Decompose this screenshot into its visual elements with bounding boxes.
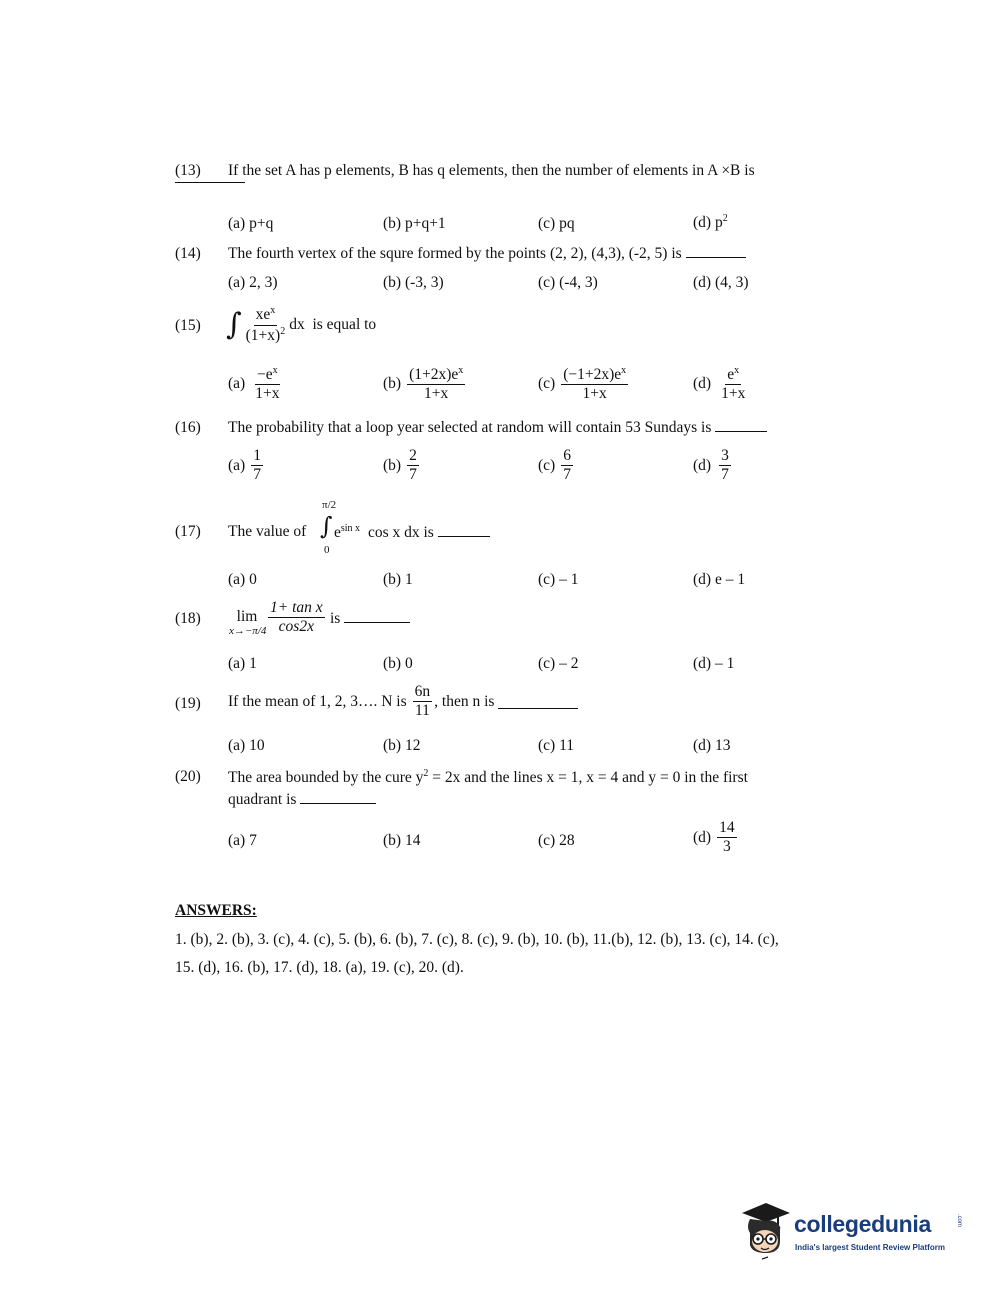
answers-heading: ANSWERS:	[175, 902, 257, 919]
question-15-number: (15)	[175, 317, 201, 334]
option-c: (c) 11	[538, 737, 575, 754]
question-19-text: If the mean of 1, 2, 3…. N is $\frac{6n}{11}$ , then n is	[228, 684, 578, 720]
question-16-text: The probability that a loop year selected at random will contain 53 Sundays is	[228, 419, 767, 437]
option-d: (d) – 1	[693, 655, 735, 672]
limit-operator: lim x→−π/4	[229, 608, 267, 637]
integrand-fraction: $\frac{xe^x}{(1+x)^2}$	[245, 305, 286, 344]
option-b: (b) 1	[383, 571, 413, 588]
option-d: (d) $\frac{e^x}{1+x}$	[693, 365, 746, 403]
question-18-number: (18)	[175, 610, 201, 627]
question-20-text: The area bounded by the cure $y^2 = 2x$ and the lines x = 1, x = 4 and y = 0 in the first	[228, 768, 748, 787]
answer-blank	[438, 536, 490, 537]
option-b: (b) p+q+1	[383, 215, 446, 232]
question-14-text: The fourth vertex of the squre formed by the points (2, 2), (4,3), (-2, 5) is	[228, 245, 746, 263]
mascot-icon	[736, 1197, 792, 1261]
question-15-stem: ∫ $\frac{xe^x}{(1+x)^2}$ dx is equal to	[226, 305, 377, 344]
question-14-number: (14)	[175, 245, 201, 262]
collegedunia-logo	[736, 1197, 966, 1265]
option-b: (b) $\frac{(1+2x)e^x}{1+x}$	[383, 365, 464, 403]
logo-tagline: India's largest Student Review Platform	[795, 1243, 945, 1252]
option-a: (a) 2, 3)	[228, 274, 278, 291]
answer-blank	[498, 708, 578, 709]
option-b: (b) 12	[383, 737, 421, 754]
question-13-text: If the set A has p elements, B has q elements, then the number of elements in A ×B is	[228, 162, 755, 179]
upper-limit: π/2	[322, 499, 337, 511]
question-20-text-line2: quadrant is	[228, 791, 376, 809]
option-a: (a) p+q	[228, 215, 274, 232]
option-c: (c) $\frac{6}{7}$	[538, 447, 571, 484]
answer-blank	[175, 182, 245, 183]
option-b: (b) 14	[383, 832, 421, 849]
option-a: (a) $\frac{1}{7}$	[228, 447, 261, 484]
option-a: (a) 7	[228, 832, 257, 849]
option-c: (c) 28	[538, 832, 575, 849]
logo-suffix: .com	[956, 1214, 962, 1228]
option-a: (a) $\frac{-e^x}{1+x}$	[228, 365, 280, 403]
answer-blank	[715, 431, 767, 432]
question-19-number: (19)	[175, 695, 201, 712]
option-d: (d) $\frac{3}{7}$	[693, 447, 729, 484]
option-c: (c) $\frac{(-1+2x)e^x}{1+x}$	[538, 365, 627, 403]
option-d: (d) (4, 3)	[693, 274, 749, 291]
question-17-pre: The value of	[228, 523, 307, 540]
option-d: (d) e – 1	[693, 571, 746, 588]
option-d: (d) $\frac{14}{3}$	[693, 819, 735, 856]
option-a: (a) 0	[228, 571, 257, 588]
question-17-number: (17)	[175, 523, 201, 540]
question-20-number: (20)	[175, 768, 201, 785]
integral-sign: ∫	[226, 307, 242, 342]
option-b: (b) $\frac{2}{7}$	[383, 447, 417, 484]
limit-fraction: $\frac{\text{1+ tan x}}{\cos 2x}$	[270, 599, 323, 636]
lower-limit: 0	[324, 544, 330, 556]
option-c: (c) – 1	[538, 571, 579, 588]
question-17-integrand: $e^{sin x}$ cos x dx is	[334, 523, 490, 542]
integral-sign: ∫	[320, 512, 333, 540]
answer-blank	[344, 622, 410, 623]
option-c: (c) (-4, 3)	[538, 274, 598, 291]
option-b: (b) (-3, 3)	[383, 274, 444, 291]
option-c: (c) – 2	[538, 655, 579, 672]
answer-blank	[300, 803, 376, 804]
question-18-tail: is	[330, 610, 410, 628]
option-a: (a) 10	[228, 737, 265, 754]
option-a: (a) 1	[228, 655, 257, 672]
answers-line-2: 15. (d), 16. (b), 17. (d), 18. (a), 19. (c), 20. (d).	[175, 959, 464, 976]
answer-blank	[686, 257, 746, 258]
question-13-number: (13)	[175, 162, 201, 179]
option-b: (b) 0	[383, 655, 413, 672]
logo-wordmark: collegedunia	[794, 1211, 931, 1237]
question-16-number: (16)	[175, 419, 201, 436]
option-c: (c) pq	[538, 215, 575, 232]
answers-line-1: 1. (b), 2. (b), 3. (c), 4. (c), 5. (b), 6. (b), 7. (c), 8. (c), 9. (b), 10. (b), 11.(b), 12. (b), 13. (c), 14. (c),	[175, 931, 779, 948]
option-d: (d) $p^2$	[693, 213, 728, 232]
option-d: (d) 13	[693, 737, 731, 754]
